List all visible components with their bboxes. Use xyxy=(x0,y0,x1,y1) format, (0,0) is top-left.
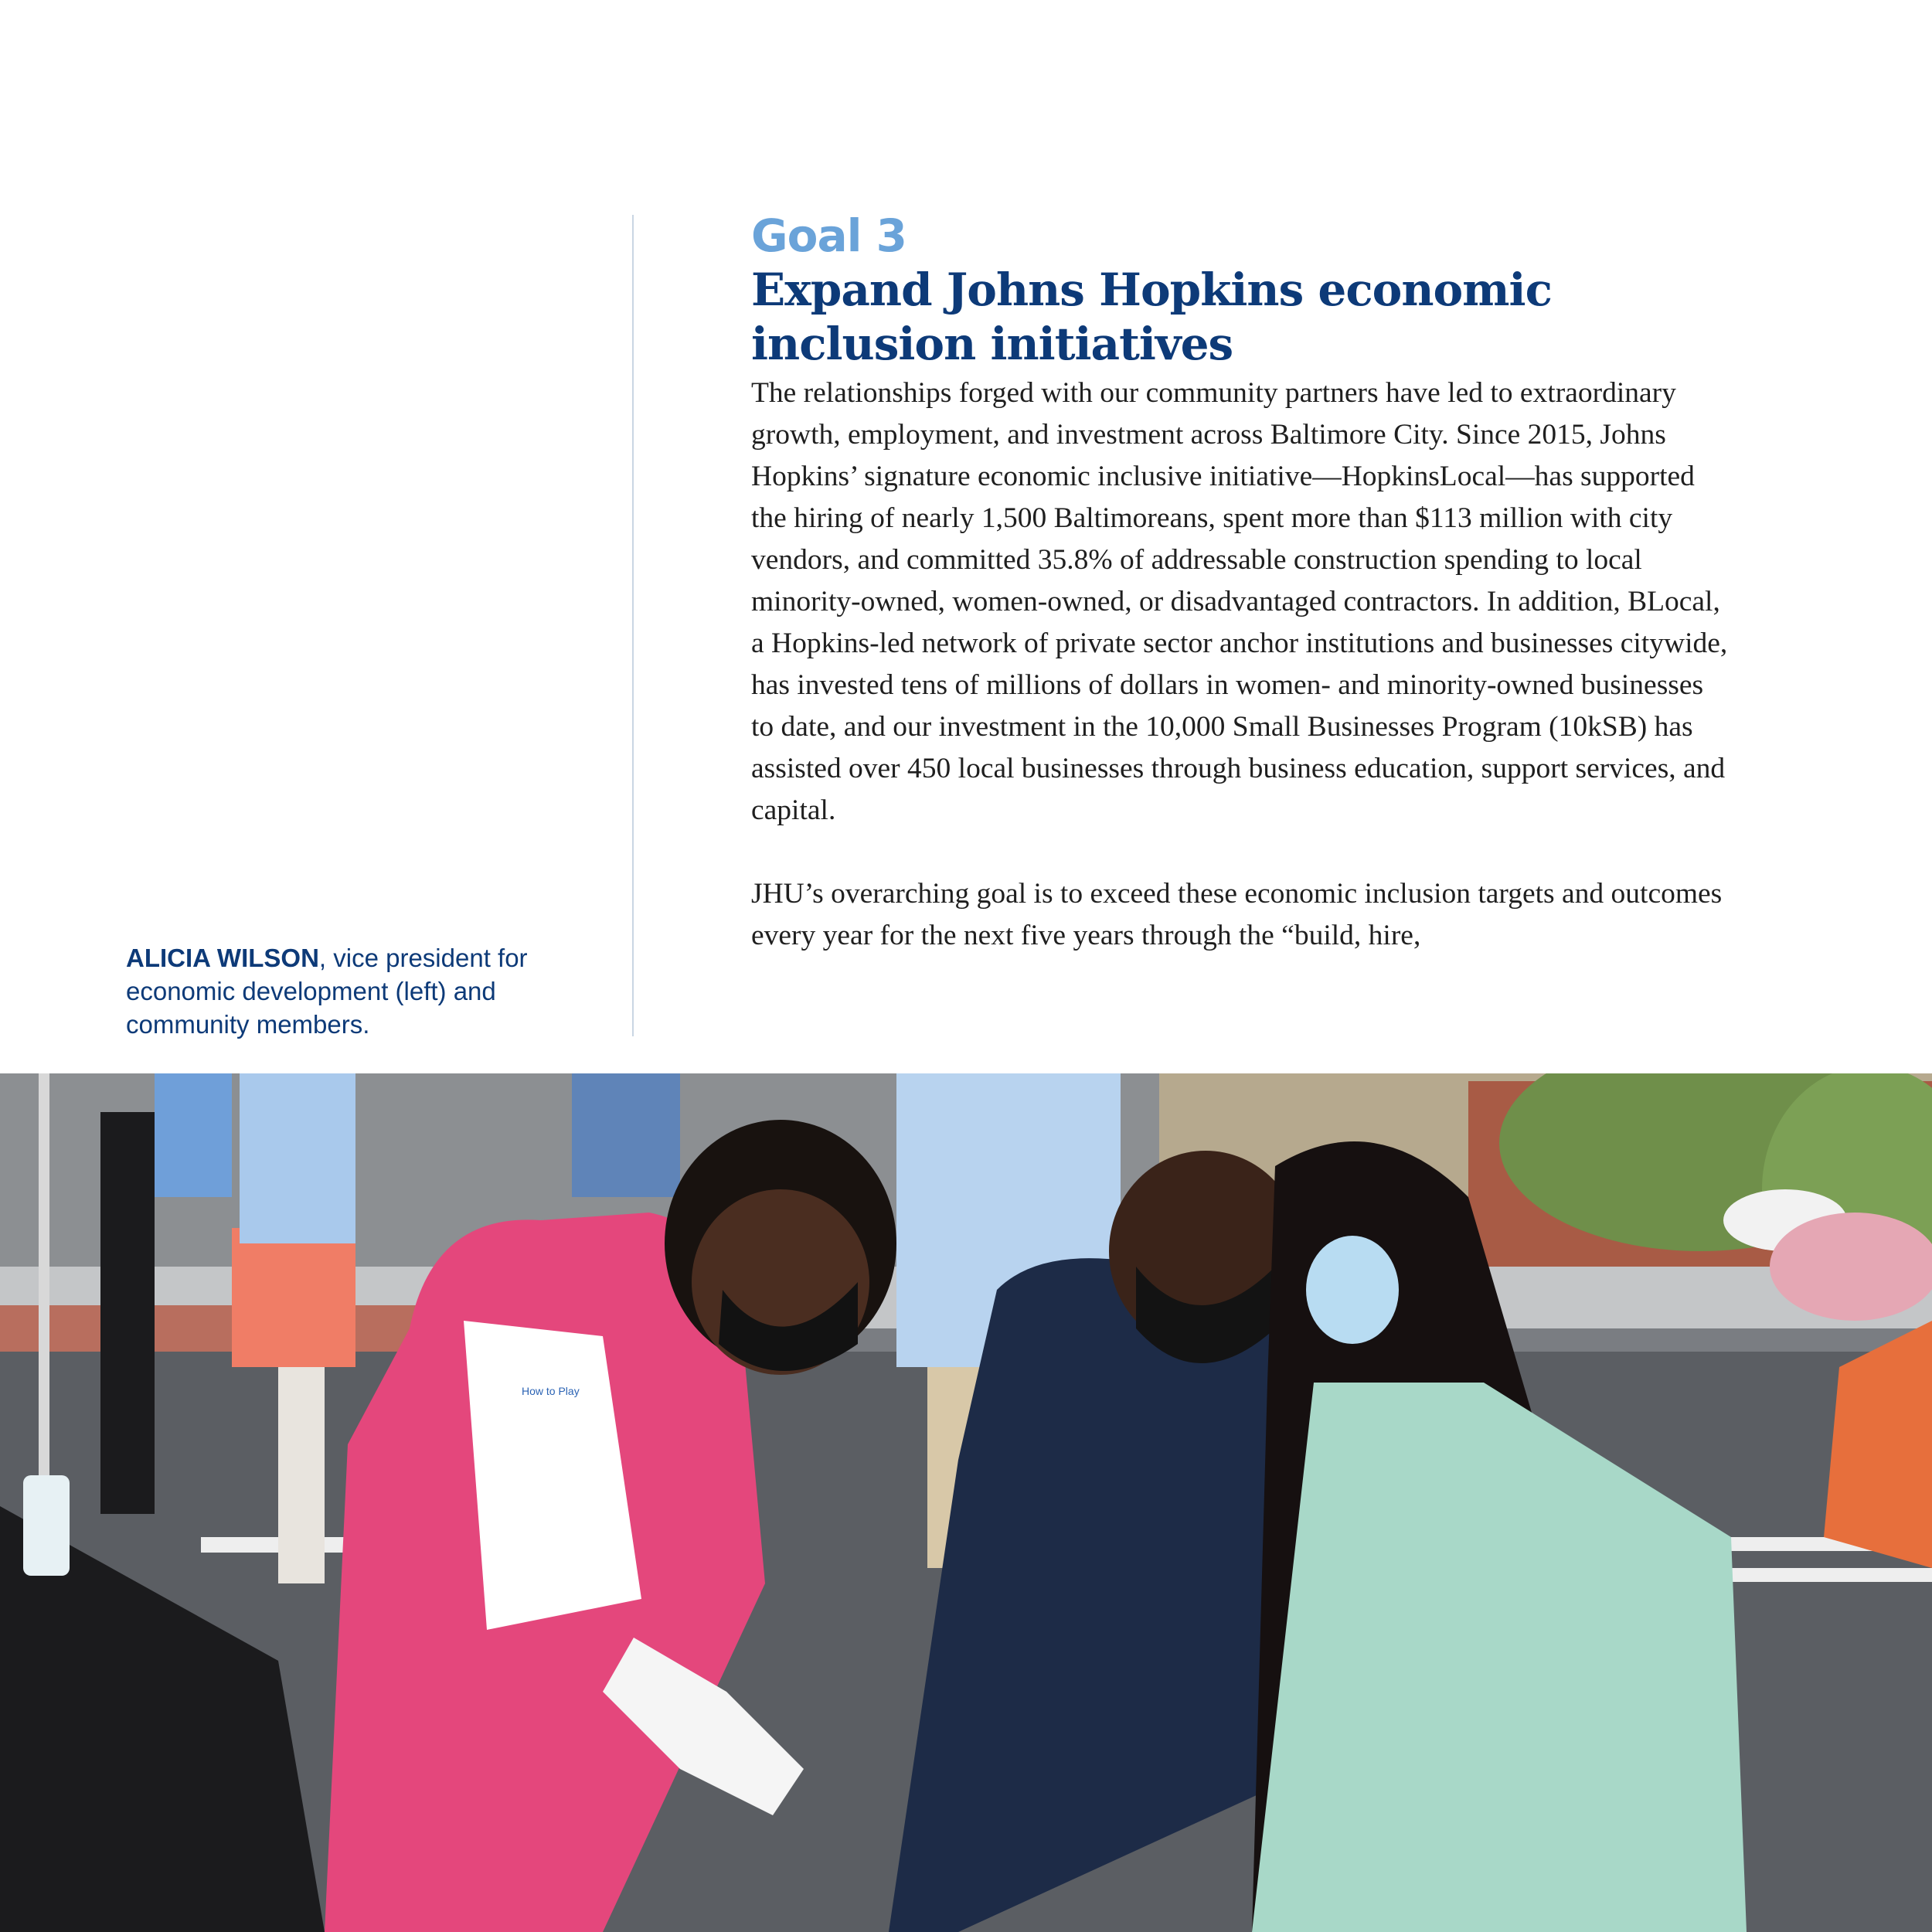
goal-title-line-2: inclusion initiatives xyxy=(751,318,1233,370)
goal-title-line-1: Expand Johns Hopkins economic xyxy=(751,264,1552,316)
body-paragraph-2: JHU’s overarching goal is to exceed these economic inclusion targets and outcomes every year for the next five years through the “build, hire, xyxy=(751,878,1723,951)
flyer-heading: How to Play xyxy=(522,1385,580,1397)
body-text xyxy=(751,372,1733,998)
goal-title xyxy=(751,263,1756,371)
photo-caption xyxy=(126,941,590,1041)
goal-label: Goal 3 xyxy=(751,209,907,262)
caption-name: ALICIA WILSON xyxy=(126,944,319,972)
body-paragraph-1: The relationships forged with our community partners have led to extraordinary growth, employment, and investment across Baltimore City. Since 2015, Johns Hopkins’ signature economic inclusive initiative—HopkinsLocal—has supported the hiring of nearly 1,500 Baltimoreans, spent more than $113 million with city vendors, and committed 35.8% of addressable construction spending to local minority-owned, women-owned, or disadvantaged contractors. In addition, BLocal, a Hopkins-led network of private sector anchor institutions and businesses citywide, has invested tens of millions of dollars in women- and minority-owned businesses to date, and our investment in the 10,000 Small Businesses Program (10kSB) has assisted over 450 local businesses through business education, support services, and capital. xyxy=(751,377,1728,826)
column-divider xyxy=(632,215,634,1036)
caption-text: , vice president for economic development (left) and community members. xyxy=(126,944,528,1039)
community-event-photo xyxy=(0,1073,1932,1932)
